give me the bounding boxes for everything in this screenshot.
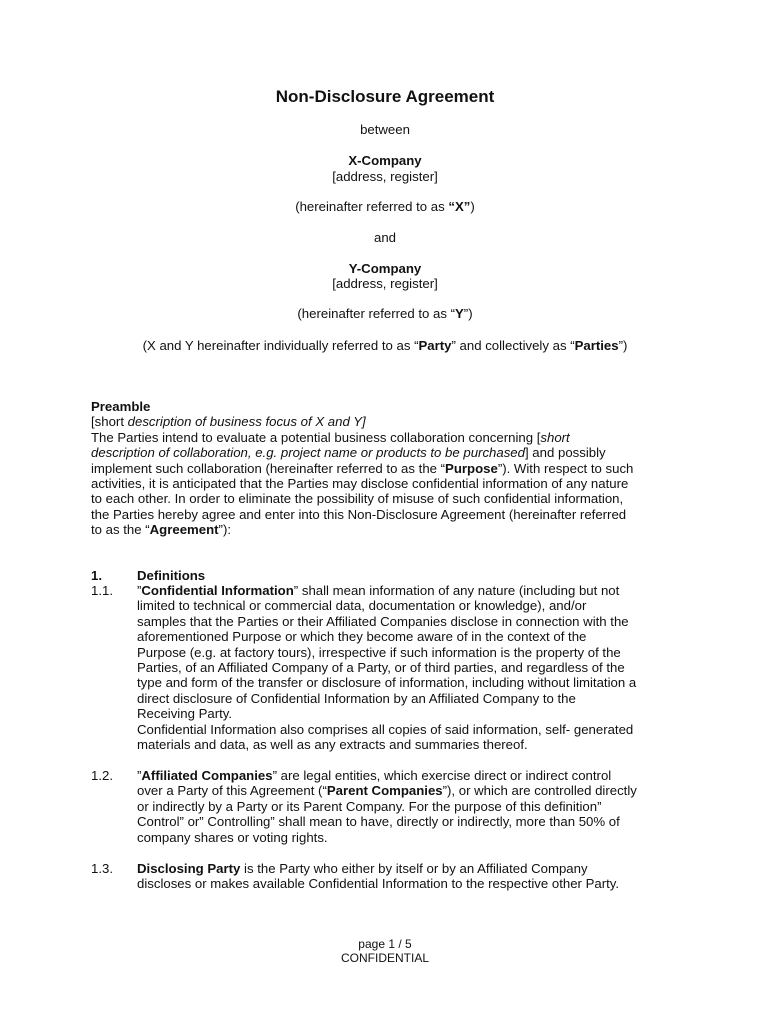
clause-line: discloses or makes available Confidential Information to the respective other Party. <box>137 876 620 892</box>
clause-line: ”Affiliated Companies” are legal entities, which exercise direct or indirect control <box>137 768 612 783</box>
preamble-line: description of collaboration, e.g. project name or products to be purchased] and possibly <box>91 445 606 461</box>
clause-number: 1.3. <box>91 861 113 876</box>
preamble-line: to each other. In order to eliminate the possibility of misuse of such confidential information, <box>91 491 624 507</box>
preamble-line: The Parties intend to evaluate a potential business collaboration concerning [short <box>91 429 570 445</box>
confidential-label: CONFIDENTIAL <box>340 951 429 965</box>
collective-reference: (X and Y hereinafter individually referred to as “Party” and collectively as “Parties”) <box>142 338 628 353</box>
clause-line: type and form of the transfer or disclosure of information, including without limitation a <box>137 675 637 691</box>
and-text: and <box>373 230 396 245</box>
clause-number: 1.2. <box>91 768 113 783</box>
page-number: page 1 / 5 <box>358 937 412 951</box>
clause-line: Receiving Party. <box>137 706 233 722</box>
clause-line: Disclosing Party is the Party who either by itself or by an Affiliated Company <box>137 861 588 876</box>
preamble-line: the Parties hereby agree and enter into this Non-Disclosure Agreement (hereinafter referred <box>91 506 627 522</box>
preamble-line: [short description of business focus of X and Y] <box>91 414 366 430</box>
clause-line: samples that the Parties or their Affiliated Companies disclose in connection with the <box>137 613 629 629</box>
party-y-name: Y-Company <box>348 261 422 276</box>
preamble-line: to as the “Agreement”): <box>91 522 231 538</box>
between-text: between <box>360 122 410 137</box>
clause-line: Purpose (e.g. at factory tours), irrespective if such information is the property of the <box>137 644 621 660</box>
preamble-heading: Preamble <box>91 399 151 414</box>
party-y-reference: (hereinafter referred to as “Y”) <box>297 306 473 321</box>
clause-line: materials and data, as well as any extracts and summaries thereof. <box>137 737 528 753</box>
clause-line: ”Confidential Information” shall mean information of any nature (including but not <box>137 583 620 598</box>
clause-line: direct disclosure of Confidential Information by an Affiliated Company to the <box>137 690 576 706</box>
party-x-name: X-Company <box>348 153 422 168</box>
document-title: Non-Disclosure Agreement <box>275 87 495 106</box>
clause-1-1 <box>137 583 682 752</box>
clause-line: Parties, of an Affiliated Company of a Party, or of third parties, and regardless of the <box>137 660 625 676</box>
clause-1-3 <box>137 861 682 892</box>
clause-line: limited to technical or commercial data, documentation or knowledge), and/or <box>137 598 587 614</box>
party-x-address: [address, register] <box>332 169 438 184</box>
section-number: 1. <box>91 568 102 583</box>
preamble-line: implement such collaboration (hereinafter referred to as the “Purpose”). With respect to such <box>91 460 634 476</box>
clause-line: or indirectly by a Party or its Parent Company. For the purpose of this definition” <box>137 798 602 814</box>
clause-line: Confidential Information also comprises all copies of said information, self- generated <box>137 721 634 737</box>
preamble-line: activities, it is anticipated that the Parties may disclose confidential information of any nature <box>91 476 629 492</box>
clause-line: aforementioned Purpose or which they become aware of in the context of the <box>137 629 587 645</box>
clause-1-2 <box>137 768 682 845</box>
section-heading: Definitions <box>137 568 206 583</box>
party-y-address: [address, register] <box>332 276 438 291</box>
clause-line: Control” or” Controlling” shall mean to have, directly or indirectly, more than 50% of <box>137 814 620 830</box>
preamble-section <box>91 399 681 538</box>
clause-line: company shares or voting rights. <box>137 829 328 845</box>
clause-line: over a Party of this Agreement (“Parent Companies”), or which are controlled directly <box>137 783 637 799</box>
clause-number: 1.1. <box>91 583 113 598</box>
party-x-reference: (hereinafter referred to as “X”) <box>295 199 475 214</box>
